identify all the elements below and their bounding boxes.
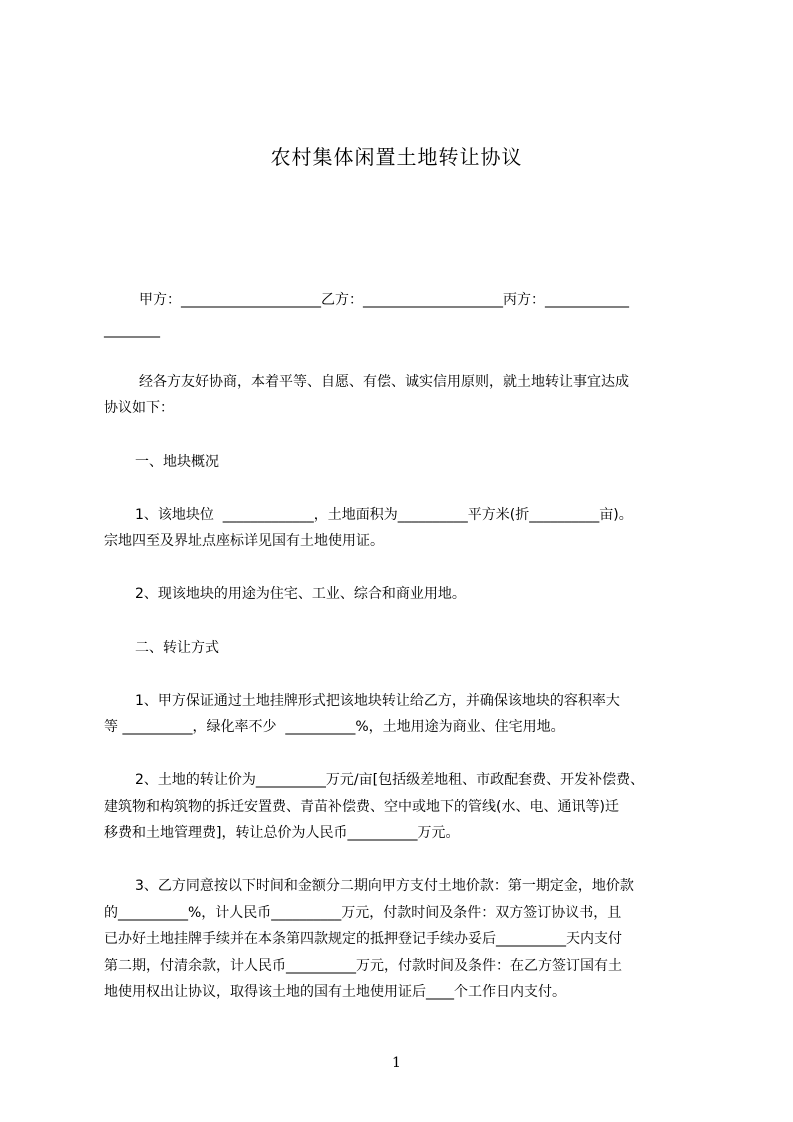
section-2-item-1-line-1: 1、甲方保证通过土地挂牌形式把该地块转让给乙方，并确保该地块的容积率大 (135, 693, 620, 709)
section-2-item-2-line-2: 建筑物和构筑物的拆迁安置费、青苗补偿费、空中或地下的管线(水、电、通讯等)迁 (104, 799, 619, 815)
document-title: 农村集体闲置土地转让协议 (270, 145, 523, 169)
parties-line-1: 甲方：____________________乙方：____________________丙方：____________ (139, 292, 629, 308)
section-2-item-3-line-2: 的__________%，计人民币__________万元，付款时间及条件：双方签订协议书，且 (104, 905, 622, 921)
section-2-item-3-line-1: 3、乙方同意按以下时间和金额分二期向甲方支付土地价款：第一期定金，地价款 (135, 878, 634, 894)
intro-line-2: 协议如下： (104, 400, 174, 416)
section-2-item-3-line-4: 第二期，付清余款，计人民币__________万元，付款时间及条件：在乙方签订国有土 (104, 958, 622, 974)
section-1-item-1-line-1: 1、该地块位 _____________，土地面积为__________平方米(折__________亩)。 (135, 507, 633, 523)
section-1-item-2: 2、现该地块的用途为住宅、工业、综合和商业用地。 (135, 586, 466, 602)
section-1-item-1-line-2: 宗地四至及界址点座标详见国有土地使用证。 (104, 533, 384, 549)
page-number: 1 (392, 1055, 401, 1071)
section-2-item-3-line-3: 已办好土地挂牌手续并在本条第四款规定的抵押登记手续办妥后__________天内支付 (104, 931, 622, 947)
section-2-item-2-line-3: 移费和土地管理费]，转让总价为人民币__________万元。 (104, 825, 460, 841)
section-2-item-1-line-2: 等 __________，绿化率不少 __________%，土地用途为商业、住宅用地。 (104, 719, 565, 735)
parties-line-2: ________ (104, 322, 160, 338)
section-2-item-2-line-1: 2、土地的转让价为__________万元/亩[包括级差地租、市政配套费、开发补偿费、 (135, 772, 645, 788)
intro-line-1: 经各方友好协商，本着平等、自愿、有偿、诚实信用原则，就土地转让事宜达成 (139, 374, 629, 390)
section-1-heading: 一、地块概况 (135, 454, 219, 470)
section-2-heading: 二、转让方式 (135, 640, 219, 656)
section-2-item-3-line-5: 地使用权出让协议，取得该土地的国有土地使用证后____个工作日内支付。 (104, 984, 566, 1000)
